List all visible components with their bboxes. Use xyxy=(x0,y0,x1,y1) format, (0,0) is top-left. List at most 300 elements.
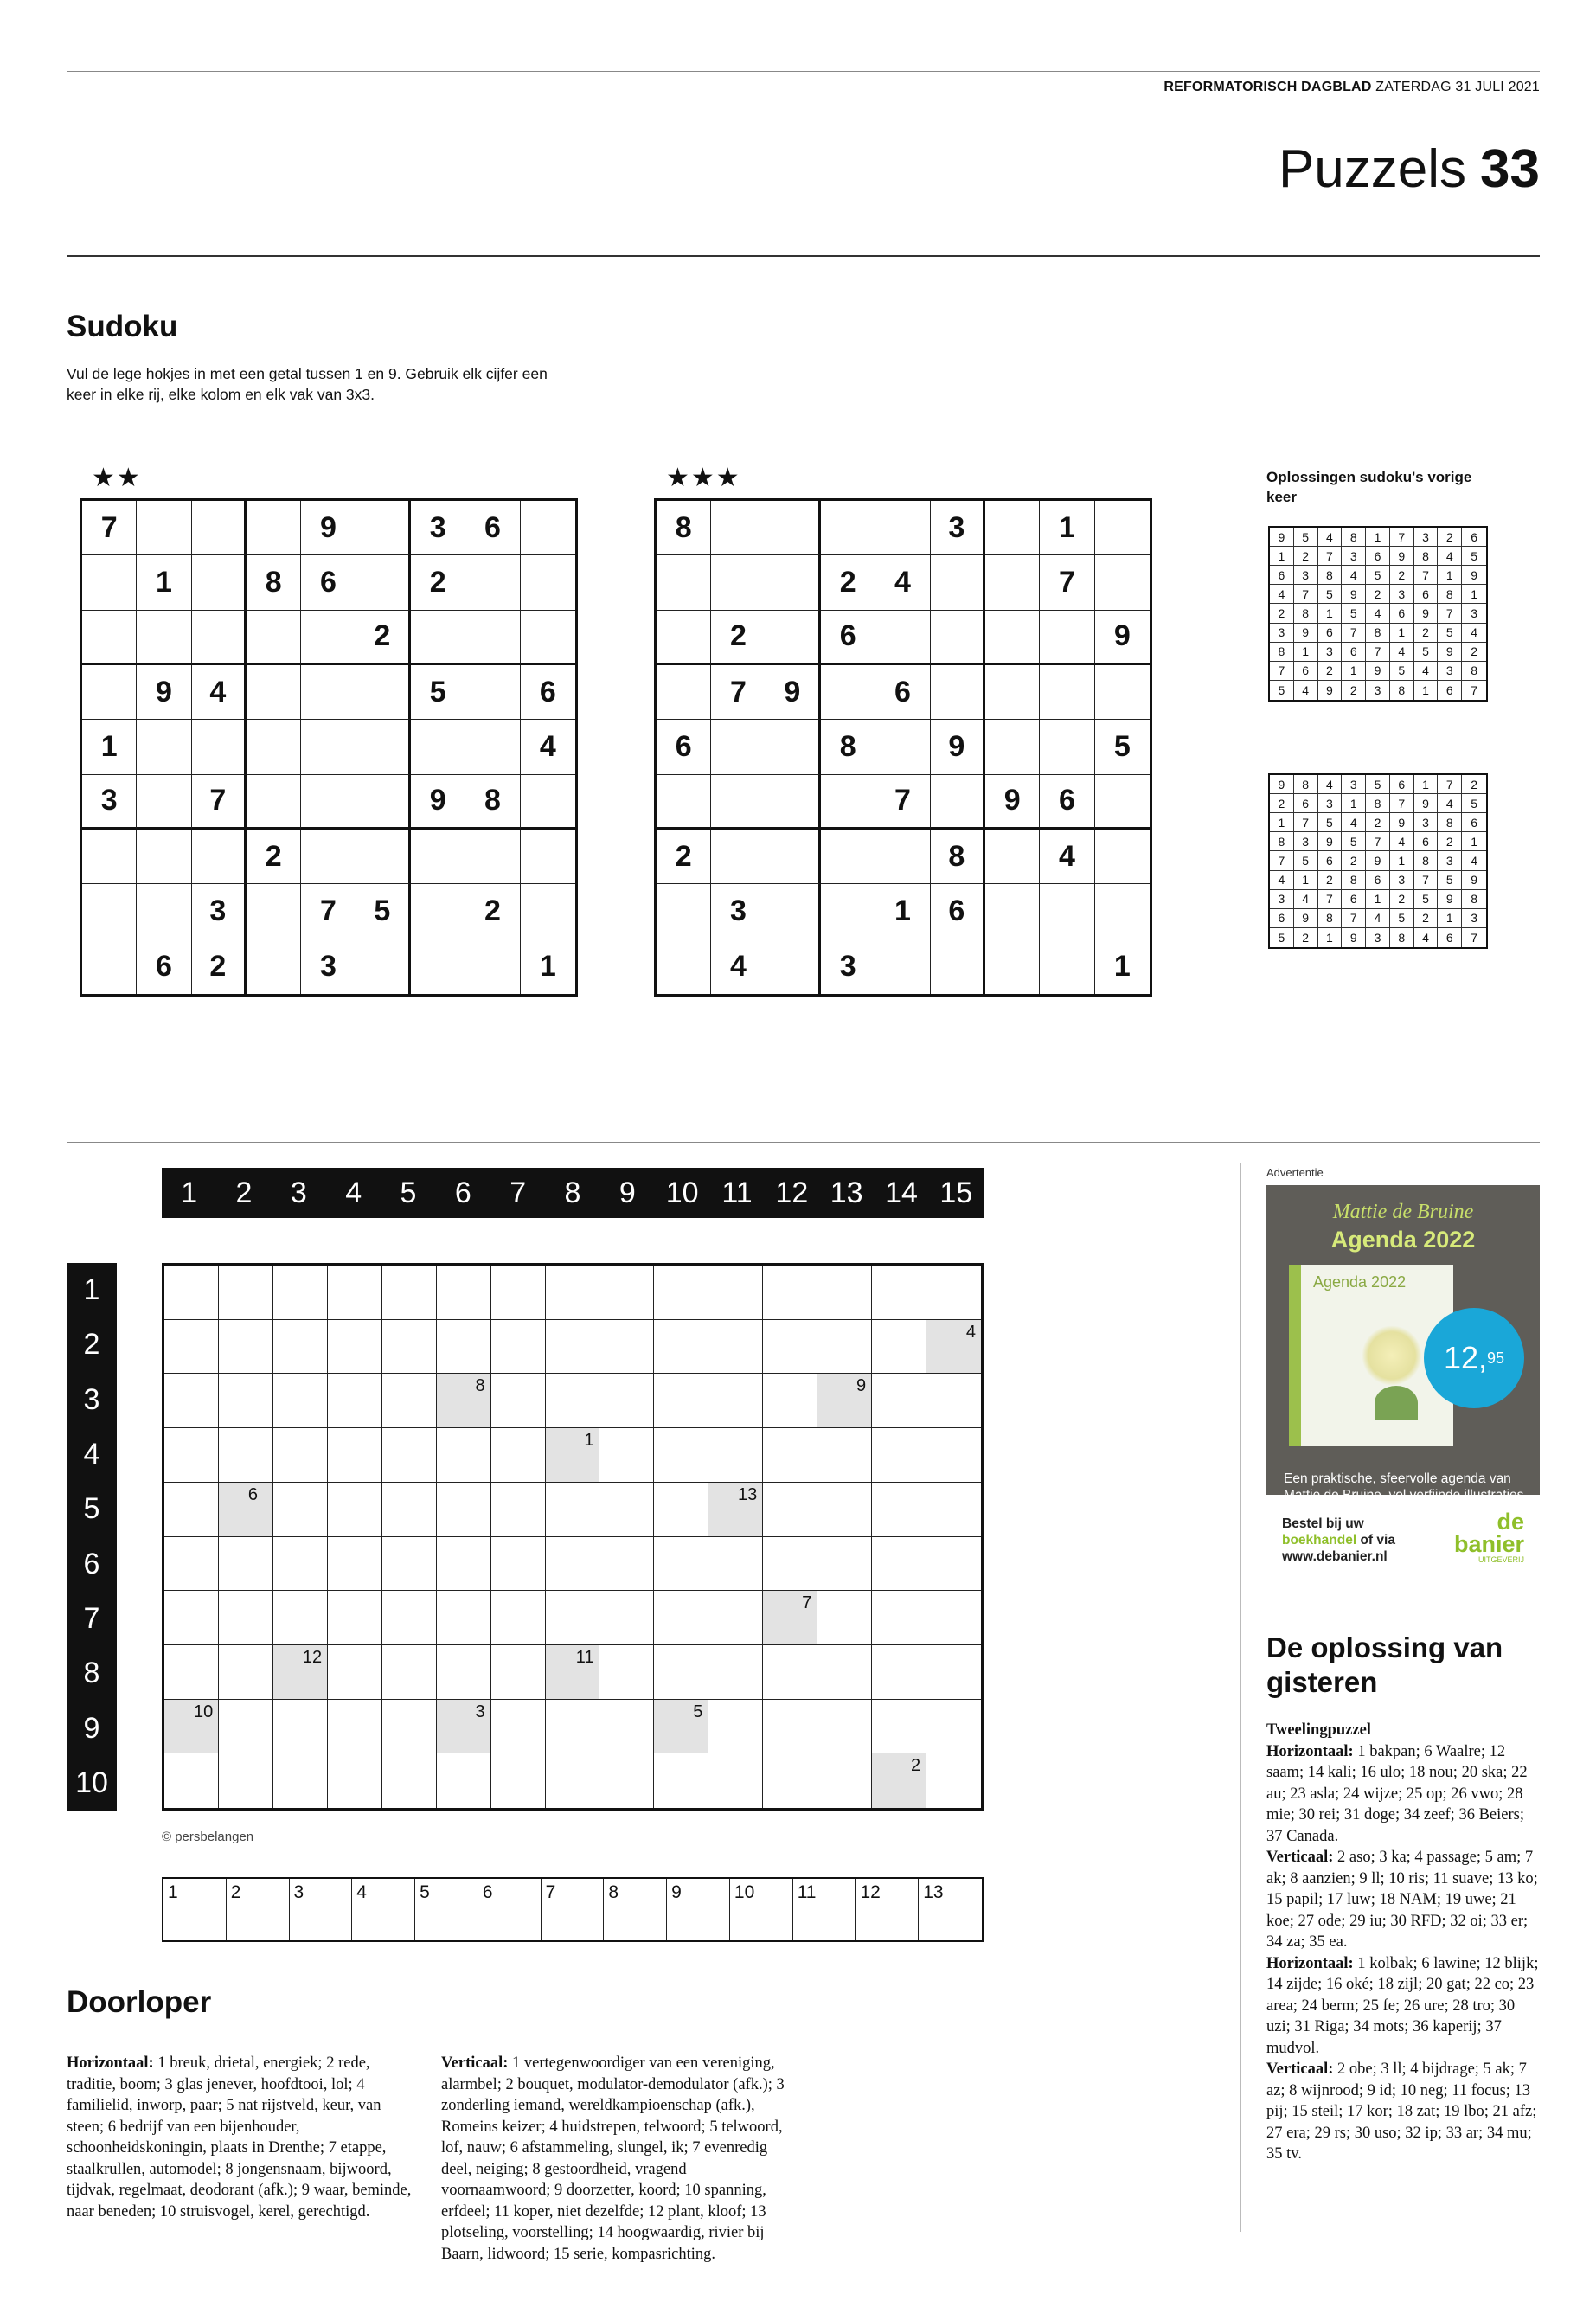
sudoku-cell[interactable] xyxy=(985,939,1040,994)
sudoku-cell[interactable] xyxy=(766,611,821,665)
sudoku-cell[interactable]: 9 xyxy=(137,665,191,720)
sudoku-cell[interactable] xyxy=(875,611,930,665)
sudoku-cell[interactable] xyxy=(1095,830,1150,884)
doorloper-cell[interactable] xyxy=(654,1753,708,1808)
sudoku-cell[interactable] xyxy=(711,830,766,884)
doorloper-cell[interactable] xyxy=(654,1591,708,1645)
doorloper-cell[interactable] xyxy=(328,1483,382,1537)
answer-cell[interactable]: 3 xyxy=(290,1879,353,1940)
sudoku-cell[interactable] xyxy=(657,884,711,939)
sudoku-cell[interactable]: 9 xyxy=(411,775,465,830)
doorloper-cell[interactable] xyxy=(164,1374,219,1428)
sudoku-cell[interactable]: 2 xyxy=(356,611,411,665)
sudoku-cell[interactable]: 6 xyxy=(657,720,711,774)
sudoku-cell[interactable] xyxy=(521,611,575,665)
doorloper-cell[interactable] xyxy=(546,1428,600,1483)
ad-url-link[interactable]: www.debanier.nl xyxy=(1282,1549,1388,1564)
answer-cell[interactable]: 11 xyxy=(793,1879,856,1940)
doorloper-cell[interactable] xyxy=(599,1374,654,1428)
doorloper-cell[interactable] xyxy=(437,1753,491,1808)
sudoku-cell[interactable] xyxy=(137,611,191,665)
sudoku-cell[interactable]: 1 xyxy=(1040,501,1094,555)
doorloper-cell[interactable] xyxy=(817,1700,872,1754)
sudoku-cell[interactable] xyxy=(192,720,247,774)
doorloper-cell[interactable] xyxy=(708,1320,763,1375)
sudoku-cell[interactable]: 3 xyxy=(411,501,465,555)
doorloper-cell[interactable] xyxy=(599,1266,654,1320)
doorloper-cell[interactable] xyxy=(164,1266,219,1320)
doorloper-cell[interactable] xyxy=(437,1591,491,1645)
sudoku-cell[interactable] xyxy=(247,939,301,994)
doorloper-cell[interactable] xyxy=(273,1700,328,1754)
doorloper-cell[interactable] xyxy=(654,1537,708,1592)
sudoku-cell[interactable] xyxy=(465,720,520,774)
doorloper-cell[interactable] xyxy=(872,1591,926,1645)
sudoku-cell[interactable] xyxy=(411,939,465,994)
sudoku-cell[interactable] xyxy=(301,830,356,884)
doorloper-cell[interactable] xyxy=(872,1266,926,1320)
doorloper-cell[interactable] xyxy=(654,1266,708,1320)
sudoku-cell[interactable] xyxy=(247,501,301,555)
sudoku-cell[interactable]: 6 xyxy=(301,555,356,610)
doorloper-cell[interactable] xyxy=(872,1537,926,1592)
doorloper-cell[interactable] xyxy=(273,1483,328,1537)
doorloper-cell[interactable] xyxy=(763,1645,817,1700)
doorloper-cell[interactable] xyxy=(763,1266,817,1320)
sudoku-cell[interactable] xyxy=(766,775,821,830)
sudoku-cell[interactable]: 3 xyxy=(192,884,247,939)
sudoku-cell[interactable] xyxy=(931,939,985,994)
sudoku-cell[interactable] xyxy=(356,665,411,720)
doorloper-cell[interactable] xyxy=(328,1374,382,1428)
sudoku-cell[interactable]: 1 xyxy=(539,949,556,983)
sudoku-cell[interactable]: 2 xyxy=(711,611,766,665)
doorloper-cell[interactable] xyxy=(599,1700,654,1754)
sudoku-cell[interactable] xyxy=(82,611,137,665)
sudoku-cell[interactable] xyxy=(137,775,191,830)
doorloper-cell[interactable] xyxy=(926,1753,981,1808)
sudoku-cell[interactable] xyxy=(356,555,411,610)
answer-cell[interactable]: 4 xyxy=(352,1879,415,1940)
doorloper-cell[interactable] xyxy=(437,1374,491,1428)
doorloper-cell[interactable] xyxy=(708,1700,763,1754)
sudoku-cell[interactable] xyxy=(875,501,930,555)
doorloper-cell[interactable] xyxy=(328,1320,382,1375)
doorloper-cell[interactable] xyxy=(599,1428,654,1483)
sudoku-cell[interactable] xyxy=(985,884,1040,939)
sudoku-cell[interactable] xyxy=(657,939,711,994)
sudoku-grid-1[interactable] xyxy=(80,498,578,997)
answer-cell[interactable]: 6 xyxy=(478,1879,542,1940)
doorloper-cell[interactable] xyxy=(926,1320,981,1375)
doorloper-cell[interactable] xyxy=(599,1537,654,1592)
doorloper-cell[interactable] xyxy=(926,1700,981,1754)
sudoku-cell[interactable]: 1 xyxy=(1113,949,1131,983)
doorloper-cell[interactable] xyxy=(328,1428,382,1483)
sudoku-cell[interactable] xyxy=(875,939,930,994)
sudoku-cell[interactable]: 4 xyxy=(711,939,766,994)
doorloper-cell[interactable] xyxy=(817,1537,872,1592)
doorloper-cell[interactable] xyxy=(164,1537,219,1592)
doorloper-cell[interactable] xyxy=(926,1537,981,1592)
sudoku-cell[interactable] xyxy=(137,830,191,884)
doorloper-cell[interactable] xyxy=(273,1753,328,1808)
doorloper-cell[interactable] xyxy=(164,1645,219,1700)
sudoku-cell[interactable] xyxy=(711,501,766,555)
sudoku-cell[interactable] xyxy=(247,720,301,774)
doorloper-cell[interactable] xyxy=(382,1266,437,1320)
doorloper-cell[interactable] xyxy=(273,1428,328,1483)
sudoku-cell[interactable]: 7 xyxy=(192,775,247,830)
sudoku-cell[interactable]: 3 xyxy=(821,939,875,994)
doorloper-cell[interactable] xyxy=(708,1591,763,1645)
sudoku-cell[interactable] xyxy=(137,720,191,774)
sudoku-cell[interactable] xyxy=(821,775,875,830)
doorloper-cell[interactable] xyxy=(872,1753,926,1808)
doorloper-cell[interactable] xyxy=(164,1428,219,1483)
doorloper-cell[interactable] xyxy=(763,1753,817,1808)
doorloper-cell[interactable] xyxy=(164,1483,219,1537)
sudoku-cell[interactable] xyxy=(465,830,520,884)
doorloper-cell[interactable] xyxy=(763,1320,817,1375)
sudoku-cell[interactable] xyxy=(301,665,356,720)
doorloper-cell[interactable] xyxy=(708,1266,763,1320)
doorloper-cell[interactable] xyxy=(872,1320,926,1375)
doorloper-cell[interactable] xyxy=(817,1320,872,1375)
doorloper-cell[interactable] xyxy=(546,1591,600,1645)
doorloper-cell[interactable] xyxy=(599,1645,654,1700)
doorloper-cell[interactable] xyxy=(926,1428,981,1483)
sudoku-cell[interactable] xyxy=(356,501,411,555)
sudoku-cell[interactable] xyxy=(1095,665,1150,720)
sudoku-cell[interactable]: 2 xyxy=(465,884,520,939)
sudoku-cell[interactable] xyxy=(711,555,766,610)
doorloper-cell[interactable] xyxy=(219,1428,273,1483)
sudoku-cell[interactable] xyxy=(1095,884,1150,939)
doorloper-cell[interactable] xyxy=(328,1537,382,1592)
doorloper-cell[interactable] xyxy=(273,1537,328,1592)
answer-cell[interactable]: 12 xyxy=(856,1879,919,1940)
doorloper-cell[interactable] xyxy=(437,1700,491,1754)
doorloper-cell[interactable] xyxy=(491,1483,546,1537)
doorloper-cell[interactable] xyxy=(164,1700,219,1754)
sudoku-cell[interactable] xyxy=(1040,611,1094,665)
doorloper-cell[interactable] xyxy=(491,1537,546,1592)
sudoku-cell[interactable] xyxy=(766,884,821,939)
doorloper-cell[interactable] xyxy=(654,1700,708,1754)
sudoku-cell[interactable]: 6 xyxy=(931,884,985,939)
doorloper-cell[interactable] xyxy=(491,1591,546,1645)
doorloper-cell[interactable] xyxy=(328,1266,382,1320)
sudoku-cell[interactable] xyxy=(465,939,520,994)
doorloper-cell[interactable] xyxy=(164,1591,219,1645)
doorloper-cell[interactable] xyxy=(382,1428,437,1483)
sudoku-cell[interactable]: 3 xyxy=(82,775,137,830)
sudoku-cell[interactable] xyxy=(82,939,137,994)
answer-row[interactable] xyxy=(162,1877,984,1942)
doorloper-cell[interactable] xyxy=(763,1700,817,1754)
sudoku-cell[interactable] xyxy=(985,555,1040,610)
sudoku-cell[interactable] xyxy=(301,775,356,830)
doorloper-cell[interactable] xyxy=(491,1320,546,1375)
doorloper-cell[interactable] xyxy=(546,1753,600,1808)
sudoku-cell[interactable]: 8 xyxy=(465,775,520,830)
doorloper-cell[interactable] xyxy=(437,1483,491,1537)
sudoku-cell[interactable]: 9 xyxy=(931,720,985,774)
sudoku-cell[interactable] xyxy=(985,720,1040,774)
sudoku-cell[interactable] xyxy=(821,501,875,555)
sudoku-cell[interactable] xyxy=(356,939,411,994)
sudoku-cell[interactable]: 8 xyxy=(657,501,711,555)
doorloper-cell[interactable] xyxy=(437,1428,491,1483)
sudoku-cell[interactable] xyxy=(657,775,711,830)
sudoku-cell[interactable] xyxy=(985,665,1040,720)
doorloper-cell[interactable] xyxy=(382,1700,437,1754)
doorloper-cell[interactable] xyxy=(708,1645,763,1700)
doorloper-cell[interactable] xyxy=(872,1645,926,1700)
sudoku-cell[interactable] xyxy=(137,884,191,939)
answer-cell[interactable]: 5 xyxy=(415,1879,478,1940)
sudoku-cell[interactable] xyxy=(465,611,520,665)
doorloper-cell[interactable] xyxy=(817,1266,872,1320)
sudoku-cell[interactable]: 7 xyxy=(301,884,356,939)
sudoku-cell[interactable]: 7 xyxy=(875,775,930,830)
doorloper-cell[interactable] xyxy=(382,1374,437,1428)
sudoku-cell[interactable]: 2 xyxy=(411,555,465,610)
sudoku-cell[interactable] xyxy=(1040,720,1094,774)
sudoku-cell[interactable]: 4 xyxy=(875,555,930,610)
sudoku-cell[interactable] xyxy=(931,611,985,665)
sudoku-cell[interactable]: 7 xyxy=(82,501,137,555)
sudoku-cell[interactable]: 6 xyxy=(875,665,930,720)
doorloper-cell[interactable] xyxy=(437,1266,491,1320)
doorloper-cell[interactable] xyxy=(437,1645,491,1700)
sudoku-cell[interactable] xyxy=(356,720,411,774)
sudoku-cell[interactable]: 3 xyxy=(301,939,356,994)
answer-cell[interactable]: 8 xyxy=(604,1879,667,1940)
doorloper-cell[interactable] xyxy=(491,1374,546,1428)
sudoku-cell[interactable] xyxy=(411,884,465,939)
doorloper-cell[interactable] xyxy=(219,1483,273,1537)
sudoku-cell[interactable] xyxy=(821,665,875,720)
sudoku-cell[interactable]: 2 xyxy=(657,830,711,884)
doorloper-cell[interactable] xyxy=(763,1428,817,1483)
sudoku-cell[interactable] xyxy=(192,830,247,884)
sudoku-cell[interactable] xyxy=(247,775,301,830)
sudoku-cell[interactable] xyxy=(657,555,711,610)
doorloper-cell[interactable] xyxy=(273,1266,328,1320)
doorloper-cell[interactable] xyxy=(599,1591,654,1645)
doorloper-cell[interactable] xyxy=(219,1374,273,1428)
doorloper-cell[interactable] xyxy=(328,1645,382,1700)
doorloper-cell[interactable] xyxy=(328,1591,382,1645)
sudoku-cell[interactable] xyxy=(1040,939,1094,994)
doorloper-cell[interactable] xyxy=(872,1700,926,1754)
sudoku-cell[interactable] xyxy=(1095,775,1150,830)
doorloper-cell[interactable] xyxy=(708,1374,763,1428)
doorloper-cell[interactable] xyxy=(817,1645,872,1700)
sudoku-cell[interactable] xyxy=(301,611,356,665)
doorloper-cell[interactable] xyxy=(546,1537,600,1592)
doorloper-cell[interactable] xyxy=(708,1537,763,1592)
sudoku-cell[interactable]: 2 xyxy=(247,830,301,884)
sudoku-cell[interactable] xyxy=(82,884,137,939)
sudoku-cell[interactable] xyxy=(192,555,247,610)
sudoku-cell[interactable] xyxy=(931,665,985,720)
doorloper-cell[interactable] xyxy=(654,1320,708,1375)
sudoku-cell[interactable]: 6 xyxy=(465,501,520,555)
doorloper-grid[interactable] xyxy=(162,1263,984,1811)
doorloper-cell[interactable] xyxy=(599,1483,654,1537)
doorloper-cell[interactable] xyxy=(708,1753,763,1808)
sudoku-cell[interactable]: 2 xyxy=(192,939,247,994)
sudoku-cell[interactable] xyxy=(985,611,1040,665)
doorloper-cell[interactable] xyxy=(926,1591,981,1645)
sudoku-cell[interactable] xyxy=(931,555,985,610)
sudoku-cell[interactable]: 1 xyxy=(82,720,137,774)
sudoku-cell[interactable] xyxy=(137,501,191,555)
sudoku-cell[interactable]: 5 xyxy=(411,665,465,720)
sudoku-cell[interactable] xyxy=(1040,665,1094,720)
doorloper-cell[interactable] xyxy=(328,1700,382,1754)
sudoku-cell[interactable] xyxy=(1095,501,1150,555)
doorloper-cell[interactable] xyxy=(872,1374,926,1428)
sudoku-cell[interactable] xyxy=(711,720,766,774)
doorloper-cell[interactable] xyxy=(382,1320,437,1375)
doorloper-cell[interactable] xyxy=(273,1320,328,1375)
doorloper-cell[interactable] xyxy=(763,1591,817,1645)
doorloper-cell[interactable] xyxy=(219,1753,273,1808)
sudoku-cell[interactable] xyxy=(821,884,875,939)
doorloper-cell[interactable] xyxy=(219,1266,273,1320)
sudoku-cell[interactable]: 9 xyxy=(301,501,356,555)
sudoku-cell[interactable]: 7 xyxy=(711,665,766,720)
sudoku-cell[interactable] xyxy=(657,665,711,720)
answer-cell[interactable]: 9 xyxy=(667,1879,730,1940)
sudoku-cell[interactable] xyxy=(521,501,575,555)
doorloper-cell[interactable] xyxy=(546,1645,600,1700)
doorloper-cell[interactable] xyxy=(817,1374,872,1428)
doorloper-cell[interactable] xyxy=(872,1483,926,1537)
doorloper-cell[interactable] xyxy=(382,1645,437,1700)
sudoku-cell[interactable]: 8 xyxy=(247,555,301,610)
ad-bookstore-link[interactable]: boekhandel xyxy=(1282,1533,1357,1548)
sudoku-cell[interactable] xyxy=(411,611,465,665)
doorloper-cell[interactable] xyxy=(491,1753,546,1808)
doorloper-cell[interactable] xyxy=(273,1645,328,1700)
sudoku-cell[interactable]: 3 xyxy=(711,884,766,939)
doorloper-cell[interactable] xyxy=(219,1700,273,1754)
sudoku-cell[interactable] xyxy=(766,555,821,610)
doorloper-cell[interactable] xyxy=(708,1428,763,1483)
sudoku-cell[interactable]: 6 xyxy=(521,665,575,720)
sudoku-cell[interactable] xyxy=(657,611,711,665)
doorloper-cell[interactable] xyxy=(546,1266,600,1320)
sudoku-cell[interactable] xyxy=(192,501,247,555)
sudoku-cell[interactable]: 1 xyxy=(875,884,930,939)
sudoku-cell[interactable]: 4 xyxy=(1040,830,1094,884)
advertisement[interactable] xyxy=(1266,1185,1540,1592)
sudoku-cell[interactable]: 9 xyxy=(766,665,821,720)
sudoku-cell[interactable]: 5 xyxy=(1095,720,1150,774)
doorloper-cell[interactable] xyxy=(763,1483,817,1537)
doorloper-cell[interactable] xyxy=(437,1537,491,1592)
sudoku-cell[interactable] xyxy=(411,830,465,884)
doorloper-cell[interactable] xyxy=(219,1320,273,1375)
sudoku-cell[interactable] xyxy=(931,775,985,830)
doorloper-cell[interactable] xyxy=(219,1591,273,1645)
doorloper-cell[interactable] xyxy=(328,1753,382,1808)
sudoku-cell[interactable] xyxy=(766,501,821,555)
doorloper-cell[interactable] xyxy=(546,1374,600,1428)
doorloper-cell[interactable] xyxy=(654,1374,708,1428)
sudoku-cell[interactable] xyxy=(356,830,411,884)
sudoku-cell[interactable] xyxy=(82,830,137,884)
sudoku-cell[interactable] xyxy=(985,501,1040,555)
sudoku-cell[interactable] xyxy=(1040,884,1094,939)
doorloper-cell[interactable] xyxy=(926,1266,981,1320)
sudoku-cell[interactable]: 2 xyxy=(821,555,875,610)
sudoku-cell[interactable] xyxy=(821,830,875,884)
doorloper-cell[interactable] xyxy=(654,1483,708,1537)
sudoku-cell[interactable] xyxy=(247,611,301,665)
doorloper-cell[interactable] xyxy=(546,1320,600,1375)
sudoku-cell[interactable]: 3 xyxy=(931,501,985,555)
answer-cell[interactable]: 1 xyxy=(163,1879,227,1940)
sudoku-cell[interactable] xyxy=(521,555,575,610)
doorloper-cell[interactable] xyxy=(491,1700,546,1754)
answer-cell[interactable]: 2 xyxy=(227,1879,290,1940)
sudoku-cell[interactable] xyxy=(192,611,247,665)
sudoku-cell[interactable] xyxy=(465,555,520,610)
doorloper-cell[interactable] xyxy=(382,1591,437,1645)
sudoku-cell[interactable] xyxy=(1095,555,1150,610)
sudoku-cell[interactable] xyxy=(247,665,301,720)
doorloper-cell[interactable] xyxy=(708,1483,763,1537)
sudoku-cell[interactable]: 4 xyxy=(192,665,247,720)
doorloper-cell[interactable] xyxy=(926,1374,981,1428)
sudoku-cell[interactable]: 4 xyxy=(521,720,575,774)
doorloper-cell[interactable] xyxy=(763,1374,817,1428)
sudoku-cell[interactable]: 9 xyxy=(985,775,1040,830)
doorloper-cell[interactable] xyxy=(273,1591,328,1645)
sudoku-cell[interactable] xyxy=(521,830,575,884)
sudoku-cell[interactable] xyxy=(465,665,520,720)
sudoku-cell[interactable]: 8 xyxy=(931,830,985,884)
sudoku-cell[interactable] xyxy=(766,830,821,884)
doorloper-cell[interactable] xyxy=(817,1428,872,1483)
sudoku-cell[interactable]: 1 xyxy=(137,555,191,610)
doorloper-cell[interactable] xyxy=(273,1374,328,1428)
sudoku-cell[interactable] xyxy=(875,720,930,774)
sudoku-cell[interactable] xyxy=(301,720,356,774)
doorloper-cell[interactable] xyxy=(491,1266,546,1320)
sudoku-cell[interactable] xyxy=(875,830,930,884)
doorloper-cell[interactable] xyxy=(491,1428,546,1483)
doorloper-cell[interactable] xyxy=(654,1428,708,1483)
doorloper-cell[interactable] xyxy=(382,1753,437,1808)
sudoku-cell[interactable]: 6 xyxy=(137,939,191,994)
doorloper-cell[interactable] xyxy=(382,1537,437,1592)
doorloper-cell[interactable] xyxy=(546,1700,600,1754)
sudoku-cell[interactable]: 5 xyxy=(356,884,411,939)
doorloper-cell[interactable] xyxy=(546,1483,600,1537)
sudoku-cell[interactable]: 8 xyxy=(821,720,875,774)
doorloper-cell[interactable] xyxy=(763,1537,817,1592)
sudoku-cell[interactable]: 9 xyxy=(1095,611,1150,665)
doorloper-cell[interactable] xyxy=(817,1753,872,1808)
doorloper-cell[interactable] xyxy=(219,1537,273,1592)
